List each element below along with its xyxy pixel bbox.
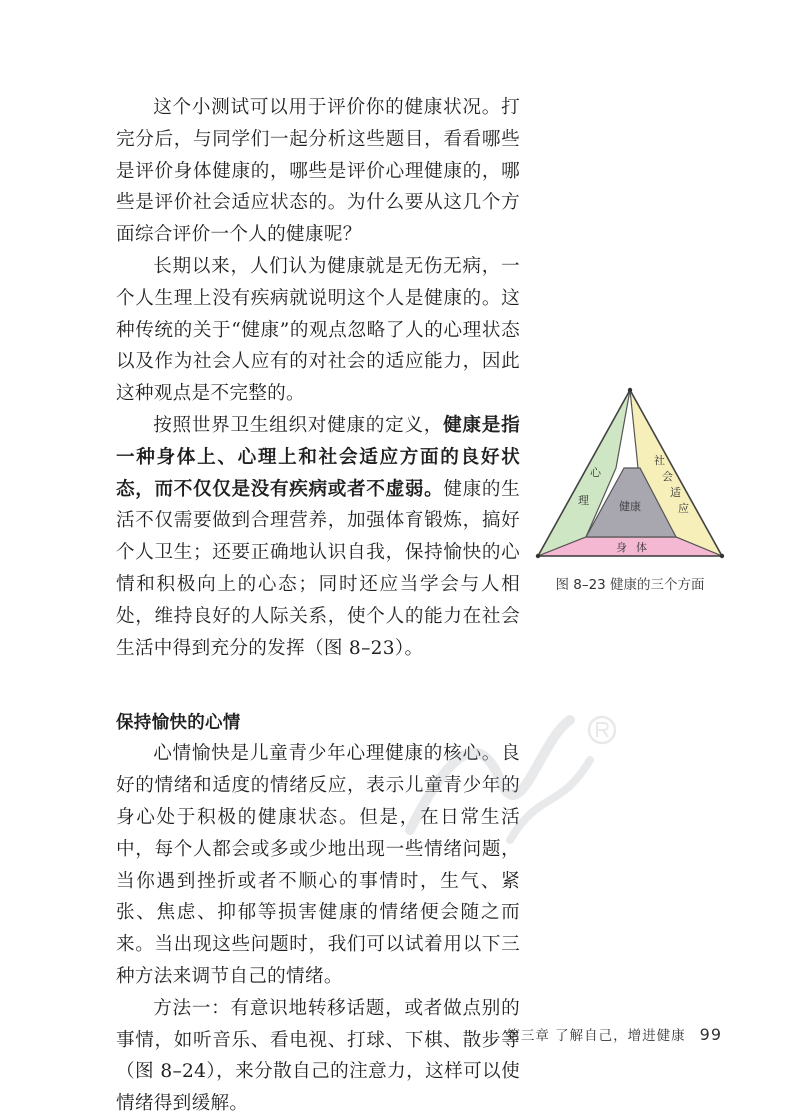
publisher-watermark-logo	[390, 690, 640, 860]
label-psych-1: 心	[590, 466, 601, 479]
page-footer	[506, 1024, 722, 1044]
label-body-1: 身	[616, 541, 627, 554]
page-number: 99	[699, 1025, 722, 1044]
label-psych-2: 理	[578, 494, 589, 507]
body-paragraph: 这个小测试可以用于评价你的健康状况。打完分后，与同学们一起分析这些题目，看看哪些是评价身体健康的，哪些是评价心理健康的，哪些是评价社会适应状态的。为什么要从这几个方面综合评价一个人的健康呢？	[116, 97, 520, 246]
label-social-2: 会	[662, 470, 673, 483]
chapter-title: 第三章 了解自己，增进健康	[506, 1028, 686, 1044]
health-definition-paragraph	[116, 410, 520, 664]
definition-lead: 按照世界卫生组织对健康的定义，	[153, 414, 444, 436]
definition-bold: 健康是指一种身体上、心理上和社会适应方面的良好状态，而不仅仅是没有疾病或者不虚弱。	[116, 414, 520, 500]
body-paragraph: 心情愉快是儿童青少年心理健康的核心。良好的情绪和适度的情绪反应，表示儿童青少年的身心处于积极的健康状态。但是，在日常生活中，每个人都会或多或少地出现一些情绪问题，当你遇到挫折或者不顺心的事情时，生气、紧张、焦虑、抑郁等损害健康的情绪便会随之而来。当出现这些问题时，我们可以试着用以下三种方法来调节自己的情绪。	[116, 743, 520, 987]
label-social-3: 适	[670, 486, 681, 499]
health-triangle-figure	[528, 386, 732, 568]
label-body-2: 体	[636, 541, 647, 554]
section-heading: 保持愉快的心情	[116, 713, 241, 734]
definition-rest: 健康的生活不仅需要做到合理营养，加强体育锻炼，搞好个人卫生；还要正确地认识自我，保持愉快的心情和积极向上的心态；同时还应当学会与人相处，维持良好的人际关系，使个人的能力在社会生活中得到充分的发挥（图 8–23）。	[116, 478, 521, 659]
body-paragraph: 长期以来，人们认为健康就是无伤无病，一个人生理上没有疾病就说明这个人是健康的。这种传统的关于“健康”的观点忽略了人的心理状态以及作为社会人应有的对社会的适应能力，因此这种观点是不完整的。	[116, 255, 520, 405]
label-social-4: 应	[678, 502, 689, 515]
label-center-health: 健康	[619, 500, 641, 513]
figure-caption: 图 8–23 健康的三个方面	[555, 577, 705, 593]
label-social-1: 社	[654, 454, 665, 467]
body-paragraph: 方法一：有意识地转移话题，或者做点别的事情，如听音乐、看电视、打球、下棋、散步等（图 8–24），来分散自己的注意力，这样可以使情绪得到缓解。	[116, 997, 520, 1115]
main-text-column	[116, 92, 520, 1120]
